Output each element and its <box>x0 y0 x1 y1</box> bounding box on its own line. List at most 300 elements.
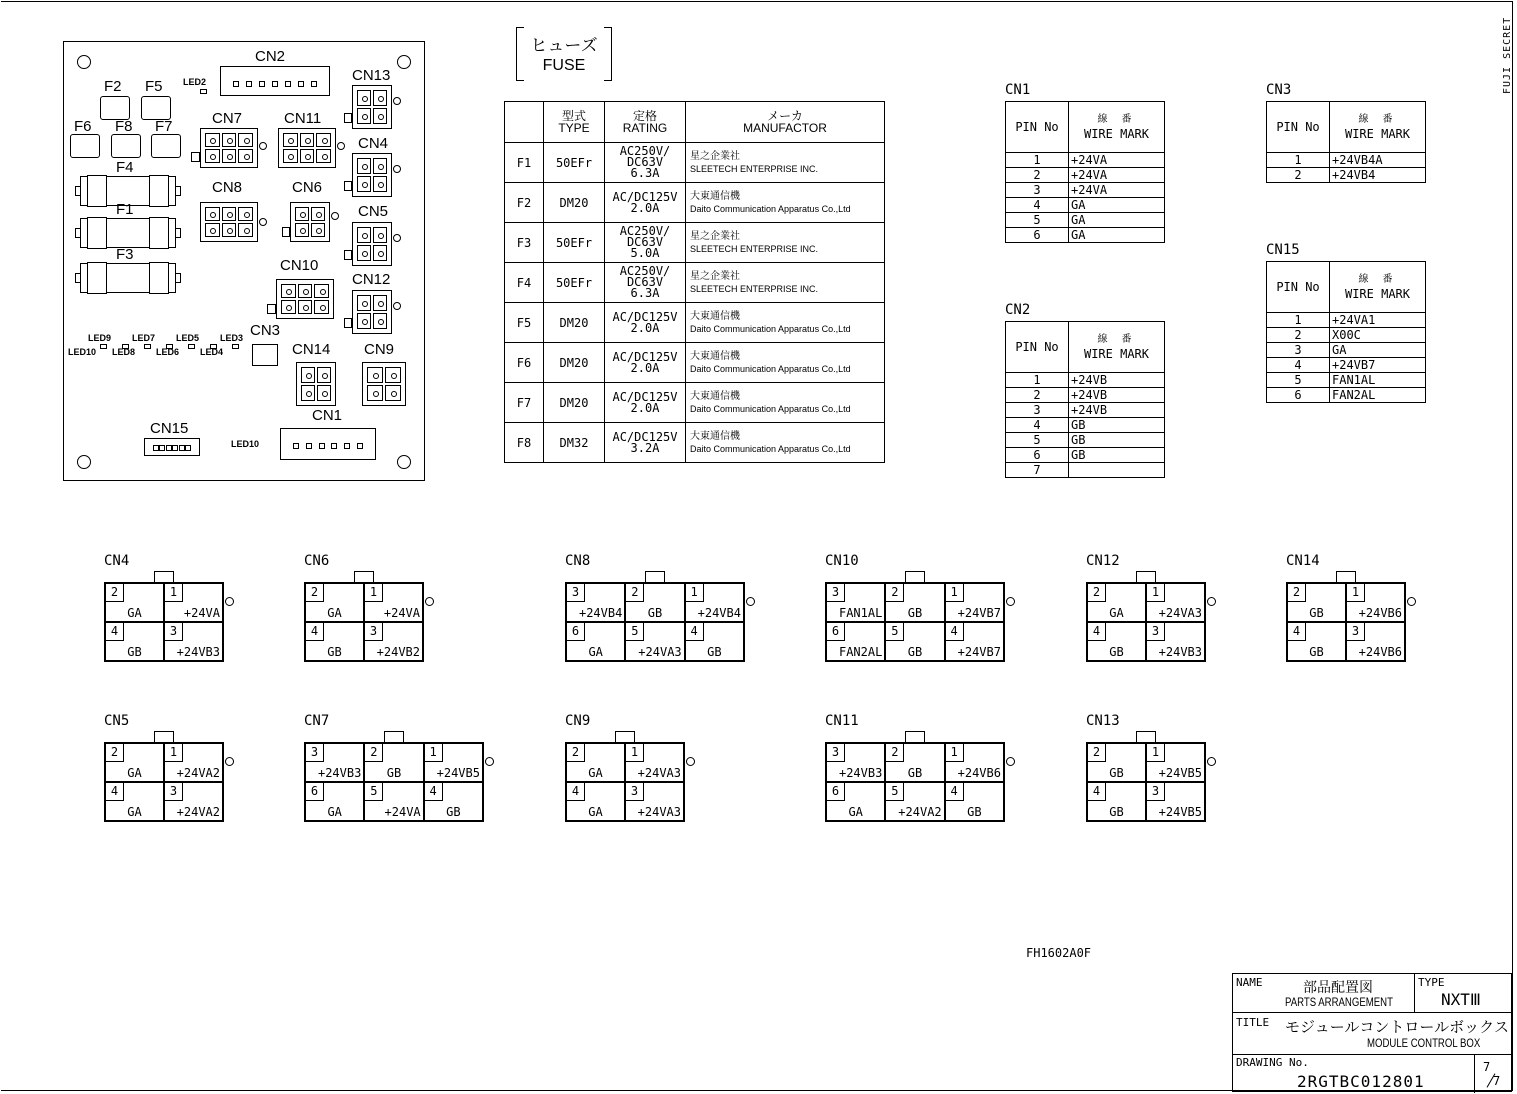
cn1-label: CN1 <box>312 407 343 424</box>
pin-number: 1 <box>686 584 704 602</box>
fuse-rating: AC/DC125V 2.0A <box>605 303 686 343</box>
connector-pin-cell <box>1146 743 1205 782</box>
pin-number: 4 <box>567 783 585 801</box>
pin-number: 1 <box>1006 373 1069 388</box>
wire-mark: FAN2AL <box>1330 388 1426 403</box>
connector-pin-cell <box>885 782 944 821</box>
pin-number: 3 <box>306 744 324 762</box>
table-row <box>1006 418 1165 433</box>
pin-signal: GB <box>1309 606 1324 620</box>
pin-no-header: PIN No <box>1267 262 1330 313</box>
cn13-connector <box>352 85 392 129</box>
rating-header: 定格 RATING <box>605 102 686 143</box>
connector-pin-cell <box>364 622 423 661</box>
connector-pin-cell <box>945 622 1004 661</box>
connector-pin-cell <box>625 583 684 622</box>
cn12-label: CN12 <box>352 271 391 288</box>
led10-label: LED10 <box>231 439 260 449</box>
cn15-label: CN15 <box>150 420 189 437</box>
pin-number: 4 <box>1006 198 1069 213</box>
connector-pin-cell <box>164 743 223 782</box>
title-label: TITLE <box>1236 1016 1270 1029</box>
pin-signal: +24VB3 <box>838 766 883 780</box>
pin-signal: GA <box>127 805 142 819</box>
pin-number: 4 <box>425 783 443 801</box>
type-value: NXTⅢ <box>1441 990 1481 1009</box>
fuse-label-f5: F5 <box>145 78 163 95</box>
pin-signal: GB <box>1109 766 1124 780</box>
pin-number: 3 <box>165 623 183 641</box>
connector-title: CN11 <box>825 713 859 729</box>
connector-pin-cell <box>1146 622 1205 661</box>
fuse-f1 <box>80 218 176 248</box>
fuse-id: F7 <box>505 383 544 423</box>
polarity-mark-icon <box>425 597 434 606</box>
connector-title: CN9 <box>565 713 591 729</box>
connector-latch <box>1136 571 1156 582</box>
table-row <box>1267 328 1426 343</box>
cn10-connector <box>276 279 334 319</box>
cn8-label: CN8 <box>212 179 243 196</box>
polarity-mark-icon <box>686 757 695 766</box>
pin-signal: +24VA3 <box>637 766 681 780</box>
led10-label: LED10 <box>68 347 97 357</box>
cn7-connector <box>200 128 258 168</box>
pin-signal: GB <box>446 805 461 819</box>
connector-pin-cell <box>945 583 1004 622</box>
pin-signal: +24VA <box>383 606 420 620</box>
pin-number: 4 <box>946 623 964 641</box>
pin-number: 6 <box>827 623 845 641</box>
pin-number: 4 <box>1288 623 1306 641</box>
connector-title: CN7 <box>304 713 330 729</box>
connector-pin-cell <box>305 743 364 782</box>
connector-pin-cell <box>1146 583 1205 622</box>
pin-number: 1 <box>1147 584 1165 602</box>
pin-number: 5 <box>626 623 644 641</box>
mount-hole-icon <box>77 55 91 69</box>
polarity-mark-icon <box>1207 597 1216 606</box>
pin-number: 7 <box>1006 463 1069 478</box>
fuse-rating: AC250V/ DC63V 6.3A <box>605 143 686 183</box>
fuse-label-f1: F1 <box>116 201 134 218</box>
fuse-rating: AC/DC125V 2.0A <box>605 383 686 423</box>
mount-hole-icon <box>77 455 91 469</box>
pin-signal: +24VB3 <box>1158 645 1202 659</box>
cn11-label: CN11 <box>284 110 322 127</box>
pin-signal: +24VB6 <box>1358 645 1402 659</box>
connector-title: CN12 <box>1086 553 1120 569</box>
table-row <box>1006 448 1165 463</box>
pin-number: 4 <box>946 783 964 801</box>
fuse-row <box>505 303 885 343</box>
pin-number: 2 <box>106 584 124 602</box>
pin-number: 2 <box>365 744 383 762</box>
connector-pin-cell <box>164 622 223 661</box>
led4-label: LED4 <box>200 347 224 357</box>
wire-mark: GA <box>1330 343 1426 358</box>
pin-number: 1 <box>165 744 183 762</box>
drawing-no: 2RGTBC012801 <box>1297 1072 1425 1091</box>
pin-signal: GA <box>1109 606 1124 620</box>
fuse-rating: AC/DC125V 2.0A <box>605 183 686 223</box>
pin-signal: +24VB7 <box>957 645 1001 659</box>
pin-signal: +24VA2 <box>176 766 220 780</box>
led6-label: LED6 <box>156 347 180 357</box>
pin-signal: +24VA2 <box>176 805 220 819</box>
cn3-label: CN3 <box>250 322 281 339</box>
table-row <box>1006 183 1165 198</box>
cn12-connector <box>352 290 392 334</box>
pin-signal: +24VA2 <box>898 805 942 819</box>
pin-number: 3 <box>827 584 845 602</box>
connector-title: CN14 <box>1286 553 1320 569</box>
table-row <box>1006 168 1165 183</box>
pin-number: 6 <box>827 783 845 801</box>
fuse-type: DM20 <box>544 183 605 223</box>
cn2-label: CN2 <box>255 48 286 65</box>
pin-signal: +24VB5 <box>1158 766 1202 780</box>
pin-number: 2 <box>106 744 124 762</box>
connector-pin-cell <box>625 782 684 821</box>
table-row <box>1006 403 1165 418</box>
pin-signal: GB <box>1109 805 1124 819</box>
pin-number: 2 <box>1006 388 1069 403</box>
pin-signal: GB <box>1109 645 1124 659</box>
name-en: PARTS ARRANGEMENT <box>1285 995 1393 1009</box>
connector-pin-cell <box>364 583 423 622</box>
connector-pin-cell <box>885 583 944 622</box>
fuse-type: 50EFr <box>544 223 605 263</box>
led7-label: LED7 <box>132 333 156 343</box>
connector-latch <box>1336 571 1356 582</box>
wire-mark: +24VA <box>1069 153 1165 168</box>
connector-latch <box>1136 731 1156 742</box>
pin-number: 5 <box>1267 373 1330 388</box>
pin-number: 1 <box>425 744 443 762</box>
wire-mark: +24VA <box>1069 168 1165 183</box>
pin-number: 4 <box>306 623 324 641</box>
cn2-pin-table <box>1005 321 1165 478</box>
connector-pin-cell <box>826 622 885 661</box>
cn4-connector <box>352 153 392 197</box>
fuse-manufacturer: 星之企業社 SLEETECH ENTERPRISE INC. <box>686 223 885 263</box>
pin-number: 3 <box>1006 183 1069 198</box>
table-row <box>1267 373 1426 388</box>
cn15-pin-table <box>1266 261 1426 403</box>
connector-pin-cell <box>945 743 1004 782</box>
cn2-header <box>220 66 330 96</box>
pin-signal: +24VB6 <box>957 766 1001 780</box>
connector-title: CN6 <box>304 553 330 569</box>
cn13-label: CN13 <box>352 67 391 84</box>
pin-number: 5 <box>365 783 383 801</box>
pin-number: 3 <box>567 584 585 602</box>
cn9-connector <box>362 362 406 406</box>
pin-number: 2 <box>626 584 644 602</box>
fuse-f3 <box>80 263 176 293</box>
pin-number: 3 <box>1006 403 1069 418</box>
fuse-manufacturer: 大東通信機 Daito Communication Apparatus Co.,Ltd <box>686 343 885 383</box>
pin-no-header: PIN No <box>1006 322 1069 373</box>
fuse-row <box>505 183 885 223</box>
pin-signal: GB <box>907 645 923 659</box>
cn4-label: CN4 <box>358 135 389 152</box>
cn1-header <box>280 428 376 460</box>
led2-icon <box>200 89 207 94</box>
fuse-id: F4 <box>505 263 544 303</box>
wire-mark-header: 線 番 WIRE MARK <box>1330 262 1426 313</box>
polarity-mark-icon <box>1207 757 1216 766</box>
pin-signal: FAN2AL <box>838 645 883 659</box>
table-row <box>1006 213 1165 228</box>
pin-signal: +24VB5 <box>1158 805 1202 819</box>
connector-pin-cell <box>566 782 625 821</box>
pin-number: 1 <box>1147 744 1165 762</box>
connector-pin-cell <box>1346 583 1405 622</box>
pin-number: 4 <box>1088 623 1106 641</box>
pin-number: 5 <box>1006 213 1069 228</box>
pin-signal: +24VA <box>183 606 220 620</box>
fuse-manufacturer: 大東通信機 Daito Communication Apparatus Co.,Ltd <box>686 183 885 223</box>
connector-pin-cell <box>364 782 423 821</box>
confidential-label: FUJI SECRET <box>1502 16 1513 94</box>
pin-signal: GA <box>588 805 603 819</box>
connector-pin-cell <box>105 782 164 821</box>
fuse-type: 50EFr <box>544 263 605 303</box>
pin-number: 1 <box>1006 153 1069 168</box>
pin-number: 4 <box>1267 358 1330 373</box>
table-row <box>1006 433 1165 448</box>
table-row <box>1267 168 1426 183</box>
pin-number: 3 <box>165 783 183 801</box>
pin-number: 6 <box>306 783 324 801</box>
fuse-manufacturer: 大東通信機 Daito Communication Apparatus Co.,Ltd <box>686 423 885 463</box>
table-row <box>1006 228 1165 243</box>
pin-signal: GA <box>127 766 142 780</box>
pin-signal: +24VB4 <box>578 606 623 620</box>
led8-label: LED8 <box>112 347 136 357</box>
connector-title: CN4 <box>104 553 130 569</box>
sheet-number: 7 <box>1483 1060 1491 1074</box>
connector-pin-cell <box>1087 743 1146 782</box>
wire-mark-header: 線 番 WIRE MARK <box>1330 102 1426 153</box>
connector-pin-cell <box>424 743 483 782</box>
pin-signal: GA <box>327 606 342 620</box>
pin-number: 2 <box>886 744 904 762</box>
table-row <box>1267 343 1426 358</box>
polarity-mark-icon <box>1006 757 1015 766</box>
connector-latch <box>154 731 174 742</box>
wire-mark: GA <box>1069 228 1165 243</box>
polarity-mark-icon <box>746 597 755 606</box>
wire-mark: +24VB <box>1069 388 1165 403</box>
cn5-label: CN5 <box>358 203 389 220</box>
fuse-label-f7: F7 <box>155 118 173 135</box>
fuse-table-title: ヒューズ FUSE <box>516 27 612 81</box>
connector-pin-cell <box>945 782 1004 821</box>
fuse-label-f3: F3 <box>116 246 134 263</box>
pin-number: 1 <box>946 584 964 602</box>
pin-signal: GB <box>967 805 982 819</box>
fuse-id: F5 <box>505 303 544 343</box>
cn5-connector <box>352 222 392 266</box>
wire-mark-header: 線 番 WIRE MARK <box>1069 102 1165 153</box>
cn1-table-title: CN1 <box>1005 82 1031 98</box>
fuse-type: DM20 <box>544 303 605 343</box>
connector-pin-cell <box>885 622 944 661</box>
connector-pin-cell <box>566 583 625 622</box>
polarity-mark-icon <box>225 597 234 606</box>
pin-number: 2 <box>1088 584 1106 602</box>
fuse-label-f8: F8 <box>115 118 133 135</box>
fuse-row <box>505 143 885 183</box>
fuse-id: F2 <box>505 183 544 223</box>
wire-mark: GB <box>1069 448 1165 463</box>
connector-pin-cell <box>1087 583 1146 622</box>
wire-mark: GB <box>1069 433 1165 448</box>
cn14-label: CN14 <box>292 341 331 358</box>
pin-number: 2 <box>1088 744 1106 762</box>
wire-mark: FAN1AL <box>1330 373 1426 388</box>
fuse-rating: AC250V/ DC63V 5.0A <box>605 223 686 263</box>
title-block <box>1232 973 1512 1092</box>
fuse-table <box>504 101 885 463</box>
fuse-row <box>505 223 885 263</box>
table-row <box>1267 153 1426 168</box>
pin-number: 1 <box>946 744 964 762</box>
fuse-id: F8 <box>505 423 544 463</box>
connector-pin-cell <box>105 622 164 661</box>
mount-hole-icon <box>397 455 411 469</box>
table-row <box>1267 358 1426 373</box>
polarity-mark-icon <box>225 757 234 766</box>
led-icon <box>232 344 239 349</box>
cn15-table-title: CN15 <box>1266 242 1300 258</box>
wire-mark: +24VB4 <box>1330 168 1426 183</box>
connector-pin-cell <box>305 782 364 821</box>
pin-signal: +24VB3 <box>317 766 362 780</box>
pin-signal: GB <box>327 645 342 659</box>
fuse-type: 50EFr <box>544 143 605 183</box>
pin-number: 2 <box>1006 168 1069 183</box>
connector-pin-cell <box>826 782 885 821</box>
manufacturer-header: メーカ MANUFACTOR <box>686 102 885 143</box>
pin-number: 1 <box>1267 313 1330 328</box>
cn11-connector <box>278 128 336 168</box>
pin-signal: GA <box>588 645 603 659</box>
pin-number: 3 <box>1147 783 1165 801</box>
sheet-total: 7 <box>1493 1074 1501 1088</box>
connector-latch <box>354 571 374 582</box>
connector-pin-cell <box>625 622 684 661</box>
wire-mark: +24VA <box>1069 183 1165 198</box>
drawing-no-label: DRAWING No. <box>1236 1056 1309 1069</box>
pin-number: 5 <box>886 623 904 641</box>
connector-latch <box>615 731 635 742</box>
fuse-label-f6: F6 <box>74 118 92 135</box>
mount-hole-icon <box>397 55 411 69</box>
connector-pin-cell <box>566 622 625 661</box>
pin-number: 6 <box>567 623 585 641</box>
connector-pin-cell <box>164 782 223 821</box>
wire-mark: X00C <box>1330 328 1426 343</box>
fuse-id: F1 <box>505 143 544 183</box>
connector-pin-cell <box>1346 622 1405 661</box>
type-label: TYPE <box>1418 976 1445 989</box>
fuse-type: DM20 <box>544 343 605 383</box>
cn3-table-title: CN3 <box>1266 82 1292 98</box>
connector-title: CN13 <box>1086 713 1120 729</box>
pin-signal: +24VB3 <box>176 645 220 659</box>
connector-title: CN10 <box>825 553 859 569</box>
fuse-f6 <box>70 134 100 158</box>
cn8-connector <box>200 202 258 242</box>
fuse-id: F3 <box>505 223 544 263</box>
type-header: 型式 TYPE <box>544 102 605 143</box>
pin-no-header: PIN No <box>1006 102 1069 153</box>
connector-pin-cell <box>685 622 744 661</box>
pin-number: 1 <box>626 744 644 762</box>
pin-number: 3 <box>1147 623 1165 641</box>
table-row <box>1267 313 1426 328</box>
pin-signal: GB <box>907 766 923 780</box>
pin-number: 4 <box>1006 418 1069 433</box>
pin-number: 4 <box>106 623 124 641</box>
cn3-connector <box>252 344 278 366</box>
connector-pin-cell <box>105 743 164 782</box>
wire-mark: +24VB7 <box>1330 358 1426 373</box>
pin-number: 6 <box>1006 228 1069 243</box>
pin-number: 1 <box>365 584 383 602</box>
pcb-board-outline <box>63 41 425 481</box>
fuse-label-f4: F4 <box>116 159 134 176</box>
cn3-pin-table <box>1266 101 1426 183</box>
led-icon <box>100 344 107 349</box>
led9-label: LED9 <box>88 333 112 343</box>
wire-mark: +24VB <box>1069 403 1165 418</box>
polarity-mark-icon <box>1006 597 1015 606</box>
connector-pin-cell <box>424 782 483 821</box>
fuse-f5 <box>141 96 171 120</box>
pin-signal: GB <box>707 645 722 659</box>
pin-number: 2 <box>1288 584 1306 602</box>
fuse-rating: AC/DC125V 2.0A <box>605 343 686 383</box>
pin-number: 3 <box>626 783 644 801</box>
fuse-manufacturer: 大東通信機 Daito Communication Apparatus Co.,Ltd <box>686 303 885 343</box>
fuse-f2 <box>100 96 130 120</box>
connector-latch <box>905 571 925 582</box>
connector-pin-cell <box>164 583 223 622</box>
title-jp: モジュールコントロールボックス <box>1285 1019 1509 1036</box>
pin-signal: +24VB2 <box>376 645 420 659</box>
connector-latch <box>645 571 665 582</box>
wire-mark-header: 線 番 WIRE MARK <box>1069 322 1165 373</box>
pin-signal: FAN1AL <box>838 606 883 620</box>
cn15-header <box>144 438 200 456</box>
led2-label: LED2 <box>183 77 207 87</box>
cn9-label: CN9 <box>364 341 395 358</box>
cn10-label: CN10 <box>280 257 319 274</box>
pin-number: 2 <box>567 744 585 762</box>
pin-signal: GA <box>327 805 342 819</box>
pin-signal: +24VA3 <box>1158 606 1202 620</box>
fuse-f7 <box>151 134 181 158</box>
connector-pin-cell <box>305 622 364 661</box>
pin-signal: +24VB4 <box>697 606 741 620</box>
pin-number: 3 <box>365 623 383 641</box>
connector-title: CN8 <box>565 553 591 569</box>
